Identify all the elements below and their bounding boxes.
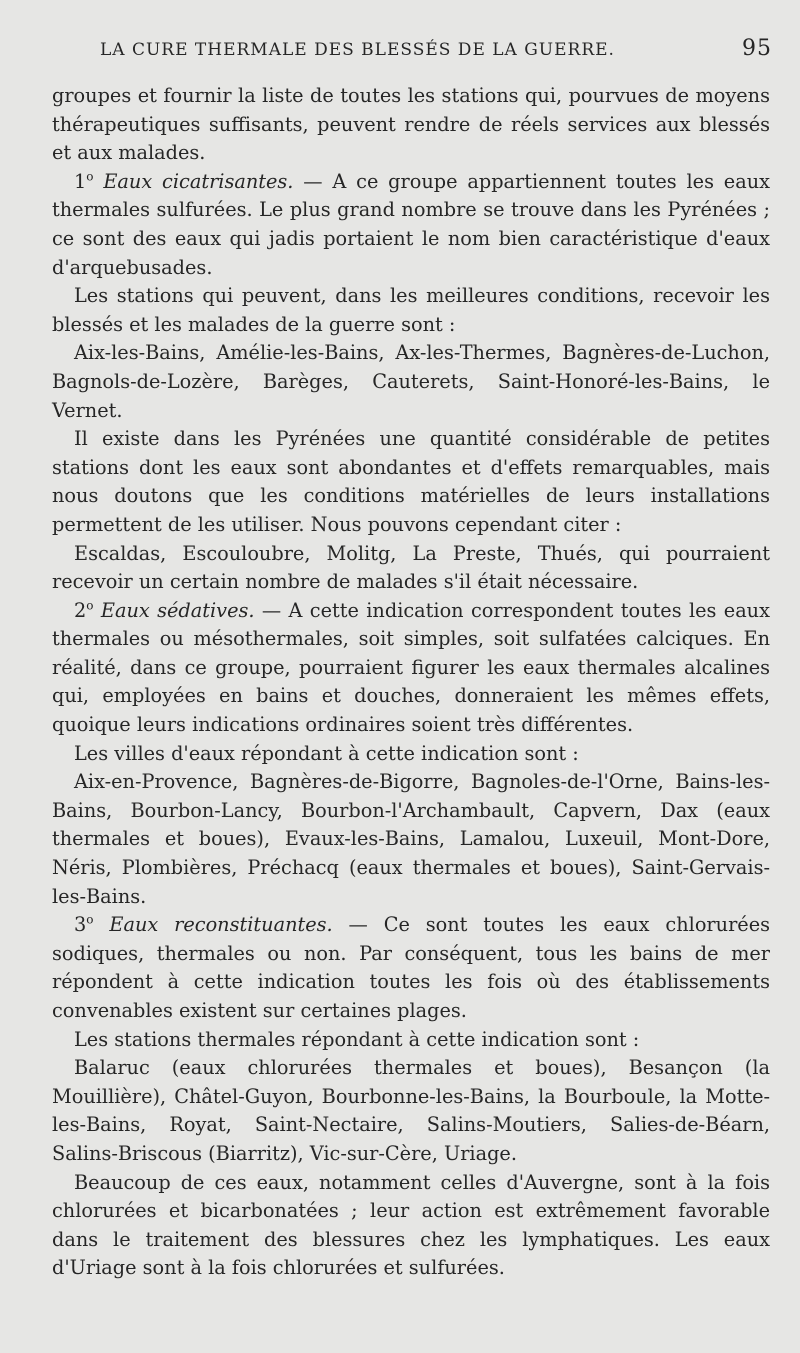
station-list	[52, 1054, 770, 1168]
running-title: LA CURE THERMALE DES BLESSÉS DE LA GUERRE.	[100, 40, 615, 60]
section-heading: Eaux sédatives.	[100, 598, 255, 622]
paragraph-text: Aix-les-Bains, Amélie-les-Bains, Ax-les-Thermes, Bagnères-de-Luchon, Bagnols-de-Lozère, Barèges, Cauterets, Saint-Honoré-les-Bains, le Vernet.	[52, 341, 770, 422]
paragraph-text: — A ce groupe appartiennent toutes les eaux thermales sulfurées. Le plus grand nombre se trouve dans les Pyrénées ; ce sont des eaux qui jadis portaient le nom bien caractéristique d'eaux d'arquebusades.	[52, 169, 770, 279]
paragraph-section-2	[52, 597, 770, 740]
paragraph-text: Aix-en-Provence, Bagnères-de-Bigorre, Bagnoles-de-l'Orne, Bains-les-Bains, Bourbon-Lancy, Bourbon-l'Archambault, Capvern, Dax (eaux thermales et boues), Evaux-les-Bains, Lamalou, Luxeuil, Mont-Dore, Néris, Plombières, Préchacq (eaux thermales et boues), Saint-Gervais-les-Bains.	[52, 770, 770, 908]
paragraph-text: Beaucoup de ces eaux, notamment celles d'Auvergne, sont à la fois chlorurées et bicarbonatées ; leur action est extrêmement favorable dans le traitement des blessures chez les lymphatiques. Les eaux d'Uriage sont à la fois chlorurées et sulfurées.	[52, 1170, 770, 1280]
page-body	[52, 82, 770, 1283]
paragraph-text: — A cette indication correspondent toutes les eaux thermales ou mésothermales, soit simples, soit sulfatées calciques. En réalité, dans ce groupe, pourraient figurer les eaux thermales alcalines qui, employées en bains et douches, donneraient les mêmes effets, quoique leurs indications ordinaires soient très différentes.	[52, 598, 770, 737]
paragraph	[52, 740, 770, 769]
paragraph-text: Il existe dans les Pyrénées une quantité considérable de petites stations dont les eaux sont abondantes et d'effets remarquables, mais nous doutons que les conditions matérielles de leurs installations permettent de les utiliser. Nous pouvons cependant citer :	[52, 427, 770, 536]
paragraph-section-3	[52, 911, 770, 1025]
paragraph	[52, 282, 770, 339]
paragraph-section-1	[52, 168, 770, 282]
paragraph-text: — Ce sont toutes les eaux chlorurées sodiques, thermales ou non. Par conséquent, tous les bains de mer répondent à cette indication toutes les fois où des établissements convenables existent sur certaines plages.	[52, 913, 770, 1022]
paragraph-text: groupes et fournir la liste de toutes les stations qui, pourvues de moyens thérapeutiques suffisants, peuvent rendre de réels services aux blessés et aux malades.	[52, 84, 770, 165]
paragraph	[52, 425, 770, 539]
paragraph-text: Les villes d'eaux répondant à cette indication sont :	[74, 741, 579, 765]
paragraph-text: Escaldas, Escouloubre, Molitg, La Preste, Thués, qui pourraient recevoir un certain nombre de malades s'il était nécessaire.	[52, 541, 770, 594]
page-header	[100, 36, 772, 66]
section-number: 1$^o$	[74, 169, 94, 193]
section-heading: Eaux reconstituantes.	[109, 913, 333, 937]
paragraph	[52, 1169, 770, 1283]
paragraph-text: Les stations qui peuvent, dans les meilleures conditions, recevoir les blessés et les malades de la guerre sont :	[52, 284, 770, 336]
section-number: 3$^o$	[74, 912, 94, 937]
station-list	[52, 768, 770, 911]
paragraph-text: Balaruc (eaux chlorurées thermales et boues), Besançon (la Mouillière), Châtel-Guyon, Bourbonne-les-Bains, la Bourboule, la Motte-les-Bains, Royat, Saint-Nectaire, Salins-Moutiers, Salies-de-Béarn, Salins-Briscous (Biarritz), Vic-sur-Cère, Uriage.	[52, 1056, 770, 1165]
page-number: 95	[742, 36, 772, 61]
station-list	[52, 339, 770, 425]
section-heading: Eaux cicatrisantes.	[103, 169, 294, 193]
paragraph-intro	[52, 82, 770, 168]
section-number: 2$^o$	[74, 598, 94, 622]
paragraph-text: Les stations thermales répondant à cette indication sont :	[74, 1027, 640, 1051]
paragraph	[52, 1026, 770, 1055]
station-list	[52, 540, 770, 597]
